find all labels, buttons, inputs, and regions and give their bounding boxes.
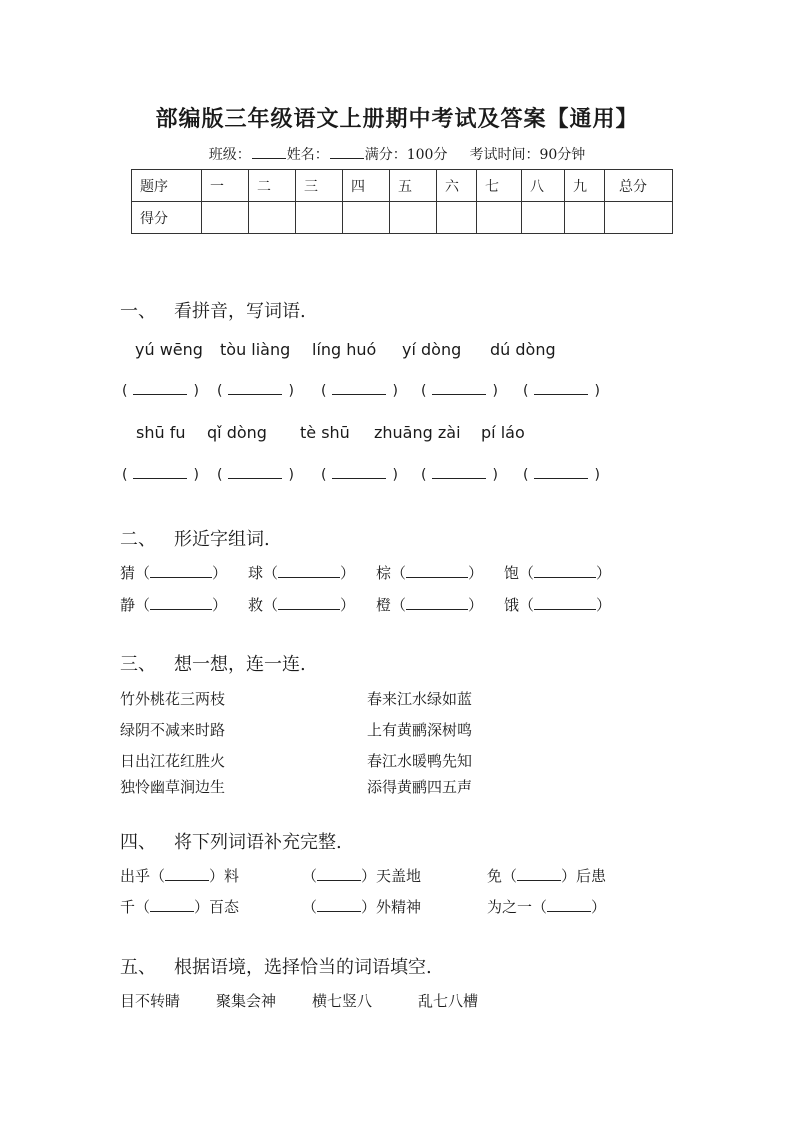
idiom-item[interactable]: 免（ ）后患 — [487, 867, 607, 885]
page-title: 部编版三年级语文上册期中考试及答案【通用】 — [155, 106, 639, 132]
idiom-item[interactable]: 千（ ）百态 — [120, 898, 240, 916]
poem-line-right[interactable]: 春江水暖鸭先知 — [367, 752, 473, 770]
answer-box[interactable]: ( ) — [217, 383, 294, 399]
word-form-item[interactable]: 饱（ ） — [504, 564, 612, 582]
idiom-item[interactable]: 出乎（ ）料 — [120, 867, 240, 885]
section-title: 根据语境，选择恰当的词语填空. — [174, 957, 432, 978]
pinyin-item: tè shū — [300, 423, 350, 442]
answer-box[interactable]: ( ) — [421, 467, 498, 483]
exam-time-label: 考试时间：90分钟 — [469, 147, 586, 163]
score-table-header-row — [132, 170, 673, 202]
score-header-cell: 九 — [565, 170, 605, 202]
score-header-cell: 六 — [437, 170, 477, 202]
answer-box[interactable]: ( ) — [217, 467, 294, 483]
pinyin-item: qǐ dòng — [207, 423, 267, 442]
section-number: 三、 — [120, 654, 156, 675]
score-header-cell: 总分 — [605, 170, 673, 202]
section-2-heading — [120, 525, 270, 551]
score-table-score-row — [132, 202, 673, 234]
answer-box[interactable]: ( ) — [122, 467, 199, 483]
section-4-heading — [120, 828, 342, 854]
word-form-item[interactable]: 饿（ ） — [504, 596, 612, 614]
score-cell[interactable] — [522, 202, 565, 234]
score-cell[interactable] — [605, 202, 673, 234]
score-cell[interactable] — [343, 202, 390, 234]
section-number: 二、 — [120, 529, 156, 550]
pinyin-item: tòu liàng — [220, 340, 291, 359]
section-title: 形近字组词. — [174, 529, 270, 550]
word-form-item[interactable]: 静（ ） — [120, 596, 228, 614]
section-5-heading — [120, 953, 432, 979]
poem-line-right[interactable]: 上有黄鹂深树鸣 — [367, 721, 473, 739]
score-header-cell: 五 — [390, 170, 437, 202]
word-option[interactable]: 横七竖八 — [312, 992, 373, 1010]
word-form-item[interactable]: 棕（ ） — [376, 564, 484, 582]
answer-box[interactable]: ( ) — [523, 383, 600, 399]
score-cell[interactable] — [437, 202, 477, 234]
score-header-cell: 题序 — [132, 170, 202, 202]
answer-box[interactable]: ( ) — [122, 383, 199, 399]
score-cell[interactable] — [249, 202, 296, 234]
answer-box[interactable]: ( ) — [421, 383, 498, 399]
pinyin-item: dú dòng — [490, 340, 556, 359]
section-number: 一、 — [120, 301, 156, 322]
score-row-label: 得分 — [132, 202, 202, 234]
section-3-heading — [120, 650, 306, 676]
poem-line-left[interactable]: 绿阴不减来时路 — [120, 721, 226, 739]
word-form-item[interactable]: 橙（ ） — [376, 596, 484, 614]
section-title: 想一想，连一连. — [174, 654, 306, 675]
section-number: 四、 — [120, 832, 156, 853]
score-header-cell: 四 — [343, 170, 390, 202]
section-1-heading — [120, 297, 306, 323]
answer-box[interactable]: ( ) — [523, 467, 600, 483]
pinyin-item: zhuāng zài — [374, 423, 461, 442]
score-header-cell: 三 — [296, 170, 343, 202]
score-cell[interactable] — [202, 202, 249, 234]
name-label: 姓名： — [286, 147, 329, 163]
poem-line-right[interactable]: 春来江水绿如蓝 — [367, 690, 473, 708]
word-option[interactable]: 聚集会神 — [216, 992, 277, 1010]
score-cell[interactable] — [477, 202, 522, 234]
idiom-item[interactable]: 为之一（ ） — [487, 898, 607, 916]
word-form-item[interactable]: 救（ ） — [248, 596, 356, 614]
section-number: 五、 — [120, 957, 156, 978]
poem-line-left[interactable]: 日出江花红胜火 — [120, 752, 226, 770]
name-blank[interactable] — [330, 146, 364, 159]
answer-box[interactable]: ( ) — [321, 383, 398, 399]
score-cell[interactable] — [390, 202, 437, 234]
word-option[interactable]: 目不转睛 — [120, 992, 181, 1010]
idiom-item[interactable]: （ ）天盖地 — [302, 867, 422, 885]
poem-line-left[interactable]: 独怜幽草涧边生 — [120, 778, 226, 796]
pinyin-item: shū fu — [136, 423, 186, 442]
section-title: 将下列词语补充完整. — [174, 832, 342, 853]
score-header-cell: 二 — [249, 170, 296, 202]
class-label: 班级： — [208, 147, 251, 163]
score-header-cell: 一 — [202, 170, 249, 202]
full-score-label: 满分：100分 — [364, 147, 448, 163]
idiom-item[interactable]: （ ）外精神 — [302, 898, 422, 916]
pinyin-item: pí láo — [481, 423, 525, 442]
exam-info-line — [0, 144, 794, 164]
poem-line-right[interactable]: 添得黄鹂四五声 — [367, 778, 473, 796]
score-header-cell: 七 — [477, 170, 522, 202]
section-title: 看拼音，写词语. — [174, 301, 306, 322]
score-header-cell: 八 — [522, 170, 565, 202]
score-cell[interactable] — [565, 202, 605, 234]
poem-line-left[interactable]: 竹外桃花三两枝 — [120, 690, 226, 708]
word-form-item[interactable]: 猜（ ） — [120, 564, 228, 582]
word-form-item[interactable]: 球（ ） — [248, 564, 356, 582]
pinyin-item: yú wēng — [135, 340, 203, 359]
score-cell[interactable] — [296, 202, 343, 234]
class-blank[interactable] — [252, 146, 286, 159]
pinyin-item: yí dòng — [402, 340, 462, 359]
answer-box[interactable]: ( ) — [321, 467, 398, 483]
word-option[interactable]: 乱七八槽 — [418, 992, 479, 1010]
pinyin-item: líng huó — [312, 340, 377, 359]
score-table — [131, 169, 673, 234]
